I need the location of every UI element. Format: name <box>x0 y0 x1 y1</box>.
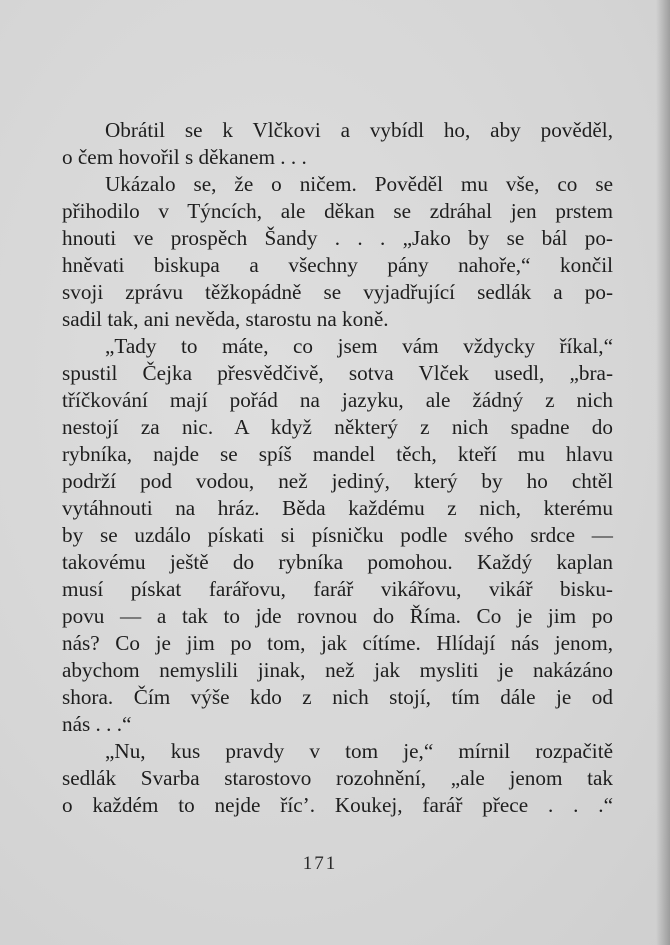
text-line: takovému ještě do rybníka pomohou. Každý kaplan <box>62 550 613 574</box>
text-line: musí pískat farářovu, farář vikářovu, vikář bisku- <box>62 577 613 601</box>
text-line: sedlák Svarba starostovo rozohnění, „ale jenom tak <box>62 766 613 790</box>
text-line: abychom nemyslili jinak, než jak mysliti je nakázáno <box>62 658 613 682</box>
text-line: o čem hovořil s děkanem . . . <box>62 145 307 169</box>
text-line: spustil Čejka přesvědčivě, sotva Vlček usedl, „bra- <box>62 361 613 385</box>
text-line: shora. Čím výše kdo z nich stojí, tím dále je od <box>62 685 613 709</box>
text-line: nás . . .“ <box>62 712 132 736</box>
text-line: hněvati biskupa a všechny pány nahoře,“ končil <box>62 253 613 277</box>
text-line: by se uzdálo pískati si písničku podle svého srdce — <box>62 523 613 547</box>
text-line: „Nu, kus pravdy v tom je,“ mírnil rozpačitě <box>105 739 613 763</box>
text-line: hnouti ve prospěch Šandy . . . „Jako by se bál po- <box>62 226 613 250</box>
text-line: svoji zprávu těžkopádně se vyjadřující sedlák a po- <box>62 280 613 304</box>
text-line: nestojí za nic. A když některý z nich spadne do <box>62 415 613 439</box>
page-number: 171 <box>302 853 338 874</box>
text-line: sadil tak, ani nevěda, starostu na koně. <box>62 307 389 331</box>
text-line: podrží pod vodou, než jediný, který by ho chtěl <box>62 469 613 493</box>
text-line: Obrátil se k Vlčkovi a vybídl ho, aby pověděl, <box>105 118 613 142</box>
text-line: o každém to nejde říc’. Koukej, farář přece . . .“ <box>62 793 613 817</box>
text-line: nás? Co je jim po tom, jak cítíme. Hlídají nás jenom, <box>62 631 613 655</box>
text-line: povu — a tak to jde rovnou do Říma. Co je jim po <box>62 604 613 628</box>
text-line: vytáhnouti na hráz. Běda každému z nich, kterému <box>62 496 613 520</box>
text-line: „Tady to máte, co jsem vám vždycky říkal,“ <box>105 334 613 358</box>
body-text <box>62 117 613 819</box>
text-line: tříčkování mají pořád na jazyku, ale žádný z nich <box>62 388 613 412</box>
text-line: rybníka, najde se spíš mandel těch, kteří mu hlavu <box>62 442 613 466</box>
text-line: Ukázalo se, že o ničem. Pověděl mu vše, co se <box>105 172 613 196</box>
text-line: přihodilo v Týncích, ale děkan se zdráhal jen prstem <box>62 199 613 223</box>
